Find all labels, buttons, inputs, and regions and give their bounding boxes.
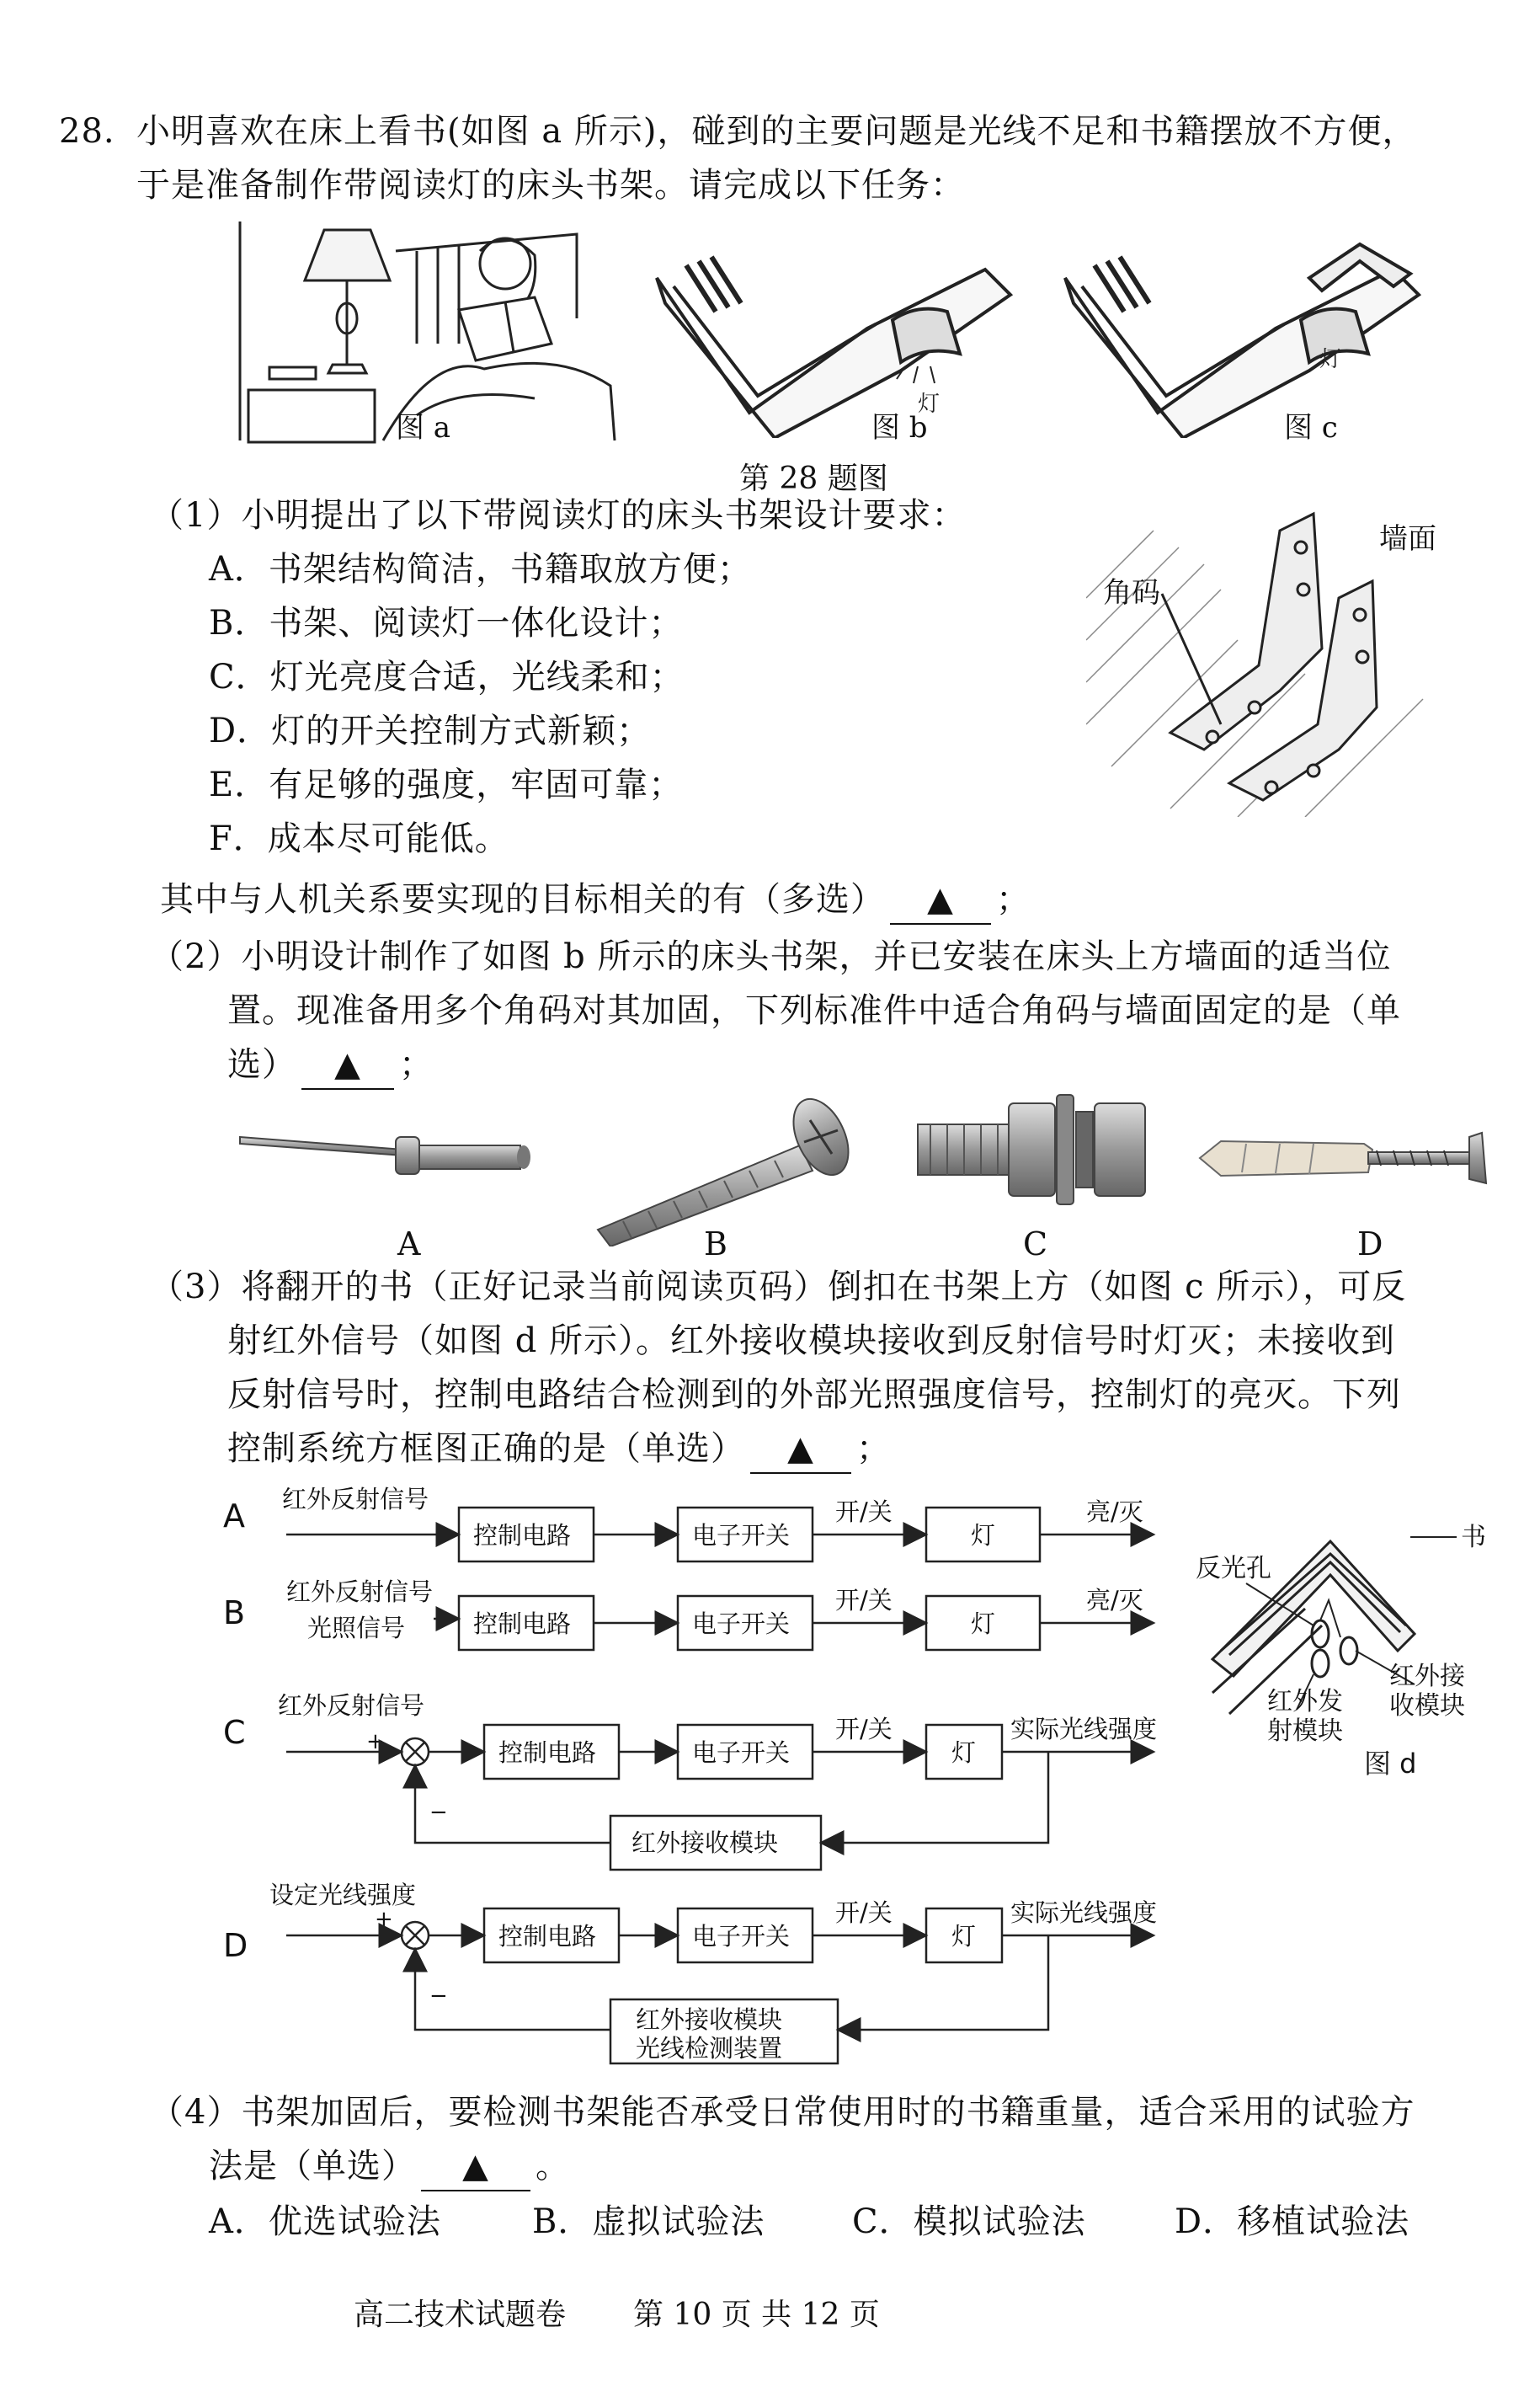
diagram-b-onoff: 开/关: [835, 1586, 893, 1615]
diagram-d-input: 设定光线强度: [269, 1881, 417, 1909]
figure-c-lamp-label: 灯: [1319, 347, 1342, 372]
diagram-b-ctrl: 控制电路: [473, 1609, 572, 1638]
diagram-d-label[interactable]: D: [223, 1927, 248, 1964]
figure-d-illustration: [1196, 1508, 1532, 1794]
diagram-d-feedback1: 红外接收模块: [636, 2005, 783, 2034]
figure-b-illustration: [648, 227, 1019, 438]
diagram-a-lamp: 灯: [971, 1521, 996, 1550]
part4-line-2: 法是（单选） ▲ 。: [209, 2143, 570, 2191]
diagram-c-plus: +: [366, 1729, 385, 1754]
diagram-c-ctrl: 控制电路: [498, 1738, 597, 1767]
diagram-a-label[interactable]: A: [223, 1497, 245, 1535]
part3-answer-blank[interactable]: ▲: [750, 1425, 851, 1474]
diagram-d-switch: 电子开关: [692, 1922, 791, 1951]
diagram-a-output: 亮/灭: [1086, 1497, 1143, 1526]
figure-c-caption: 图 c: [1284, 411, 1338, 445]
figure-d-receiver-label-2: 收模块: [1389, 1691, 1465, 1721]
figure-d-emitter-label-2: 射模块: [1267, 1716, 1343, 1746]
figure-d-caption: 图 d: [1364, 1748, 1417, 1780]
part1-option-f: F．成本尽可能低。: [209, 819, 509, 858]
corner-bracket-label: 角码: [1103, 576, 1160, 610]
figure-c-illustration: [1057, 227, 1427, 438]
diagram-b-output: 亮/灭: [1086, 1586, 1143, 1615]
diagram-b-lamp: 灯: [971, 1609, 996, 1638]
diagram-b-switch: 电子开关: [692, 1609, 791, 1638]
part2-option-d[interactable]: D: [1357, 1225, 1383, 1262]
figure-b-lamp-label: 灯: [918, 392, 941, 417]
rivet-illustration: [236, 1103, 556, 1204]
diagram-c-switch: 电子开关: [692, 1738, 791, 1767]
part1-answer-blank[interactable]: ▲: [890, 876, 991, 925]
part2-line-3: 选） ▲ ；: [227, 1041, 434, 1090]
diagram-c-output: 实际光线强度: [1010, 1715, 1158, 1743]
part2-option-c[interactable]: C: [1023, 1225, 1048, 1262]
diagram-c-onoff: 开/关: [835, 1715, 893, 1743]
part2-answer-blank[interactable]: ▲: [301, 1041, 394, 1090]
block-diagrams: [202, 1482, 1187, 2072]
footer-page: 第 10 页 共 12 页: [633, 2298, 880, 2332]
part4-option-a[interactable]: A．优选试验法: [209, 2202, 441, 2241]
screw-illustration: [589, 1086, 859, 1246]
part1-option-c: C．灯光亮度合适，光线柔和；: [209, 658, 685, 697]
diagram-d-minus: −: [429, 1983, 448, 2009]
figure-a-caption: 图 a: [396, 411, 451, 445]
diagram-c-input: 红外反射信号: [278, 1691, 425, 1720]
footer-subject: 高二技术试题卷: [354, 2298, 567, 2332]
diagram-a-ctrl: 控制电路: [473, 1521, 572, 1550]
expansion-anchor-illustration: [1196, 1120, 1507, 1196]
part4-option-b[interactable]: B．虚拟试验法: [532, 2202, 765, 2241]
part3-line-3: 反射信号时，控制电路结合检测到的外部光照强度信号，控制灯的亮灭。下列: [227, 1375, 1401, 1414]
diagram-a-onoff: 开/关: [835, 1497, 893, 1526]
diagram-a-switch: 电子开关: [692, 1521, 791, 1550]
part4-option-d[interactable]: D．移植试验法: [1175, 2202, 1410, 2241]
diagram-c-minus: −: [429, 1800, 448, 1825]
question-number: 28.: [59, 112, 115, 151]
part1-option-d: D．灯的开关控制方式新颖；: [209, 712, 652, 750]
diagram-c-label[interactable]: C: [223, 1714, 246, 1751]
diagram-a-input: 红外反射信号: [282, 1485, 429, 1513]
part3-line-1: （3）将翻开的书（正好记录当前阅读页码）倒扣在书架上方（如图 c 所示），可反: [150, 1268, 1407, 1306]
part1-question: 其中与人机关系要实现的目标相关的有（多选） ▲ ；: [160, 876, 1031, 925]
figure-d-hole-label: 反光孔: [1196, 1554, 1271, 1583]
intro-line-2: 于是准备制作带阅读灯的床头书架。请完成以下任务：: [136, 166, 965, 205]
part1-option-e: E．有足够的强度，牢固可靠；: [209, 766, 684, 804]
figure-d-book-label: 书: [1461, 1523, 1486, 1552]
part4-line-1: （4）书架加固后，要检测书架能否承受日常使用时的书籍重量，适合采用的试验方: [150, 2093, 1415, 2132]
diagram-d-onoff: 开/关: [835, 1898, 893, 1927]
bolt-nut-illustration: [909, 1086, 1162, 1221]
part1-option-a: A．书架结构简洁，书籍取放方便；: [209, 550, 752, 589]
diagram-d-plus: +: [375, 1907, 393, 1932]
diagram-b-label[interactable]: B: [223, 1594, 246, 1631]
diagram-b-input2: 光照信号: [307, 1614, 406, 1642]
part3-line-4: 控制系统方框图正确的是（单选） ▲ ；: [227, 1425, 891, 1474]
diagram-b-input1: 红外反射信号: [286, 1577, 434, 1606]
part2-line-1: （2）小明设计制作了如图 b 所示的床头书架，并已安装在床头上方墙面的适当位: [150, 937, 1392, 976]
figure-d-receiver-label-1: 红外接: [1389, 1662, 1465, 1691]
diagram-d-ctrl: 控制电路: [498, 1922, 597, 1951]
diagram-c-lamp: 灯: [951, 1738, 977, 1767]
part1-option-b: B．书架、阅读灯一体化设计；: [209, 604, 684, 643]
intro-line-1: 小明喜欢在床上看书(如图 a 所示)，碰到的主要问题是光线不足和书籍摆放不方便，: [136, 112, 1417, 151]
part3-line-2: 射红外信号（如图 d 所示）。红外接收模块接收到反射信号时灯灭；未接收到: [227, 1321, 1396, 1360]
part2-option-b[interactable]: B: [704, 1225, 727, 1262]
figure-b-caption: 图 b: [871, 411, 928, 445]
figure-title: 第 28 题图: [739, 462, 888, 496]
wall-label: 墙面: [1379, 522, 1436, 556]
diagram-d-feedback2: 光线检测装置: [636, 2034, 783, 2063]
part4-option-c[interactable]: C．模拟试验法: [852, 2202, 1086, 2241]
diagram-d-lamp: 灯: [951, 1922, 977, 1951]
part2-line-2: 置。现准备用多个角码对其加固，下列标准件中适合角码与墙面固定的是（单: [227, 991, 1401, 1030]
part2-option-a[interactable]: A: [397, 1225, 421, 1262]
part1-stem: （1）小明提出了以下带阅读灯的床头书架设计要求：: [150, 496, 967, 535]
diagram-c-feedback: 红外接收模块: [631, 1828, 779, 1857]
part4-answer-blank[interactable]: ▲: [421, 2143, 530, 2191]
diagram-d-output: 实际光线强度: [1010, 1898, 1158, 1927]
figure-d-emitter-label-1: 红外发: [1267, 1687, 1343, 1716]
